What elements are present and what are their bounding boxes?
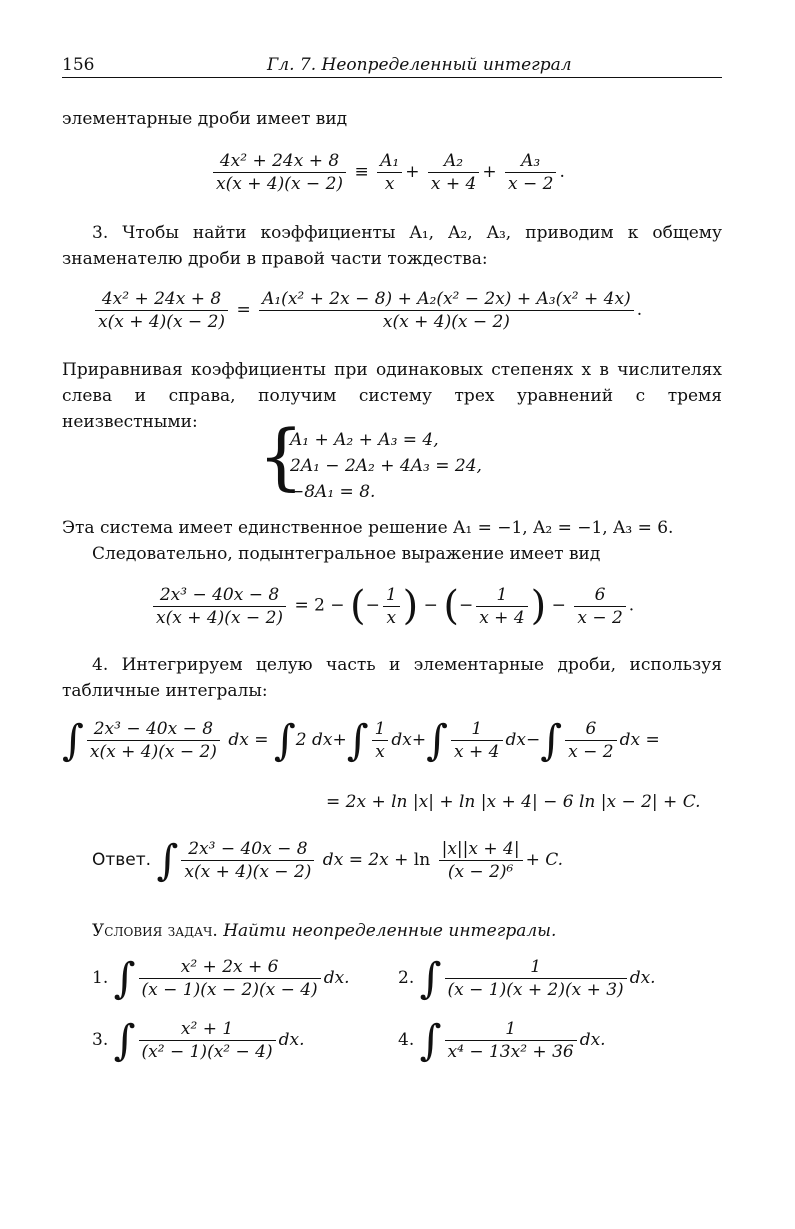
formula-answer: Ответ. ∫ $\frac{\text{2x³ − 40x − 8}}{x(x + 4)(x - 2)}$ dx = 2x + ln $\frac{|x||x + 4|}{\text{(x − 2)⁶}}$ + C. [92, 835, 564, 885]
f2-right-numerator: A₁(x² + 2x − 8) + A₂(x² − 2x) + A₃(x² + 4x) [259, 288, 634, 311]
answer-label: Ответ. [92, 850, 152, 870]
f3-constant: = 2 − [294, 595, 345, 616]
f2-numerator: 4x² + 24x + 8 [95, 288, 228, 311]
problems-heading [92, 918, 722, 944]
p2-numerator: 1 [445, 956, 627, 979]
f1-numerator: 4x² + 24x + 8 [213, 150, 346, 173]
f1-a1: A₁ [377, 150, 402, 173]
f4-one-a: 1 [372, 718, 389, 741]
f4-x: x [375, 742, 385, 762]
chapter-title: Гл. 7. Неопределенный интеграл [267, 55, 572, 75]
f3-one-b: 1 [476, 584, 527, 607]
paragraph-step3: 3. Чтобы найти коэффициенты A₁, A₂, A₃, приводим к общему знаменателю дроби в правой части тождества: [62, 223, 722, 269]
f1-a3: A₃ [505, 150, 556, 173]
f4-one-b: 1 [451, 718, 502, 741]
ans-log-numerator: |x||x + 4| [439, 838, 523, 861]
paragraph-solution: Эта система имеет единственное решение A₁ = −1, A₂ = −1, A₃ = 6. [62, 518, 674, 538]
identity-sign: ≡ [354, 162, 369, 182]
formula-integration: ∫ $\frac{\text{2x³ − 40x − 8}}{x(x + 4)(x - 2)}$ dx = ∫2 dx+∫ $\frac{1}{x}$ dx+∫ $\frac{1}{x + 4}$ dx−∫ $\frac{6}{x - 2}$ dx = [62, 715, 660, 765]
problem-3: 3. ∫ $\frac{\text{x² + 1}}{\text{(x² − 1)(x² − 4)}}$ dx. [92, 1015, 305, 1065]
ans-denominator: x(x + 4)(x − 2) [184, 862, 312, 882]
system-eq-3: −8A₁ = 8. [290, 482, 376, 502]
formula-integrand-decomposition: $\frac{\text{2x³ − 40x − 8}}{x(x + 4)(x - 2)}$ = 2 − (− $\frac{1}{x}$ ) − (− $\frac{1}{x + 4}$ ) − $\frac{6}{x - 2}$ . [150, 583, 634, 629]
problems-heading-title: Условия задач. [92, 921, 218, 941]
f4-xm2: x − 2 [568, 742, 614, 762]
f4-denominator: x(x + 4)(x − 2) [89, 742, 217, 762]
paragraph-equate: Приравнивая коэффициенты при одинаковых степенях x в числителях слева и справа, получим систему трех уравнений с тремя неизвестными: [62, 360, 722, 432]
f4-xp4: x + 4 [454, 742, 500, 762]
formula-partial-fractions: $\frac{\text{4x² + 24x + 8}}{x(x + 4)(x - 2)}$ ≡ $\frac{\text{A₁}}{x}$ + $\frac{\text{A₂}}{x + 4}$ + $\frac{\text{A₃}}{x - 2}$ . [210, 150, 565, 195]
problems-heading-task: Найти неопределенные интегралы. [223, 921, 557, 941]
p1-denominator: (x − 1)(x − 2)(x − 4) [141, 980, 318, 1000]
f3-denominator: x(x + 4)(x − 2) [156, 607, 284, 628]
paragraph-step4: 4. Интегрируем целую часть и элементарные дроби, используя табличные интегралы: [62, 655, 722, 701]
p3-denominator: (x² − 1)(x² − 4) [141, 1042, 273, 1062]
f1-d1: x [384, 174, 395, 194]
p3-numerator: x² + 1 [139, 1018, 276, 1041]
f2-denominator: x(x + 4)(x − 2) [98, 312, 226, 332]
f3-one-a: 1 [383, 584, 400, 607]
formula-integration-result: = 2x + ln |x| + ln |x + 4| − 6 ln |x − 2| + C. [326, 792, 701, 812]
problem-2: 2. ∫ $\frac{1}{(x - 1)(x + 2)(x + 3)}$ dx. [398, 953, 656, 1003]
f1-d2: x + 4 [430, 174, 477, 194]
running-header [62, 55, 722, 78]
p1-numerator: x² + 2x + 6 [139, 956, 321, 979]
f3-x: x [386, 607, 397, 628]
problem-4: 4. ∫ $\frac{1}{\text{x⁴ − 13x² + 36}}$ dx. [398, 1015, 606, 1065]
f3-six: 6 [574, 584, 625, 607]
system-eq-1: A₁ + A₂ + A₃ = 4, [290, 430, 439, 450]
page-number: 156 [62, 55, 95, 75]
problem-1: 1. ∫ $\frac{\text{x² + 2x + 6}}{(x - 1)(x - 2)(x - 4)}$ dx. [92, 953, 350, 1003]
paragraph-intro: элементарные дроби имеет вид [62, 109, 348, 129]
system-brace: { [258, 414, 304, 498]
p4-denominator: x⁴ − 13x² + 36 [447, 1042, 574, 1062]
f4-six: 6 [565, 718, 616, 741]
f1-a2: A₂ [428, 150, 479, 173]
f3-xm2: x − 2 [577, 607, 623, 628]
system-eq-2: 2A₁ − 2A₂ + 4A₃ = 24, [290, 456, 482, 476]
ans-log-denominator: (x − 2)⁶ [447, 862, 514, 882]
f3-numerator: 2x³ − 40x − 8 [153, 584, 286, 607]
f1-d3: x − 2 [507, 174, 554, 194]
formula-common-denominator: $\frac{\text{4x² + 24x + 8}}{x(x + 4)(x - 2)}$ = $\frac{\text{A₁(x² + 2x − 8) + A₂(x² − 2x) + A₃(x² + 4x)}}{x(x + 4)(x - 2)}$ . [92, 288, 642, 333]
p4-numerator: 1 [445, 1018, 577, 1041]
paragraph-integrand: Следовательно, подынтегральное выражение имеет вид [92, 544, 601, 564]
p2-denominator: (x − 1)(x + 2)(x + 3) [447, 980, 624, 1000]
f1-denominator: x(x + 4)(x − 2) [216, 174, 344, 194]
f2-right-denominator: x(x + 4)(x − 2) [382, 312, 510, 332]
f4-numerator: 2x³ − 40x − 8 [87, 718, 220, 741]
f3-xp4: x + 4 [479, 607, 525, 628]
ans-numerator: 2x³ − 40x − 8 [181, 838, 314, 861]
